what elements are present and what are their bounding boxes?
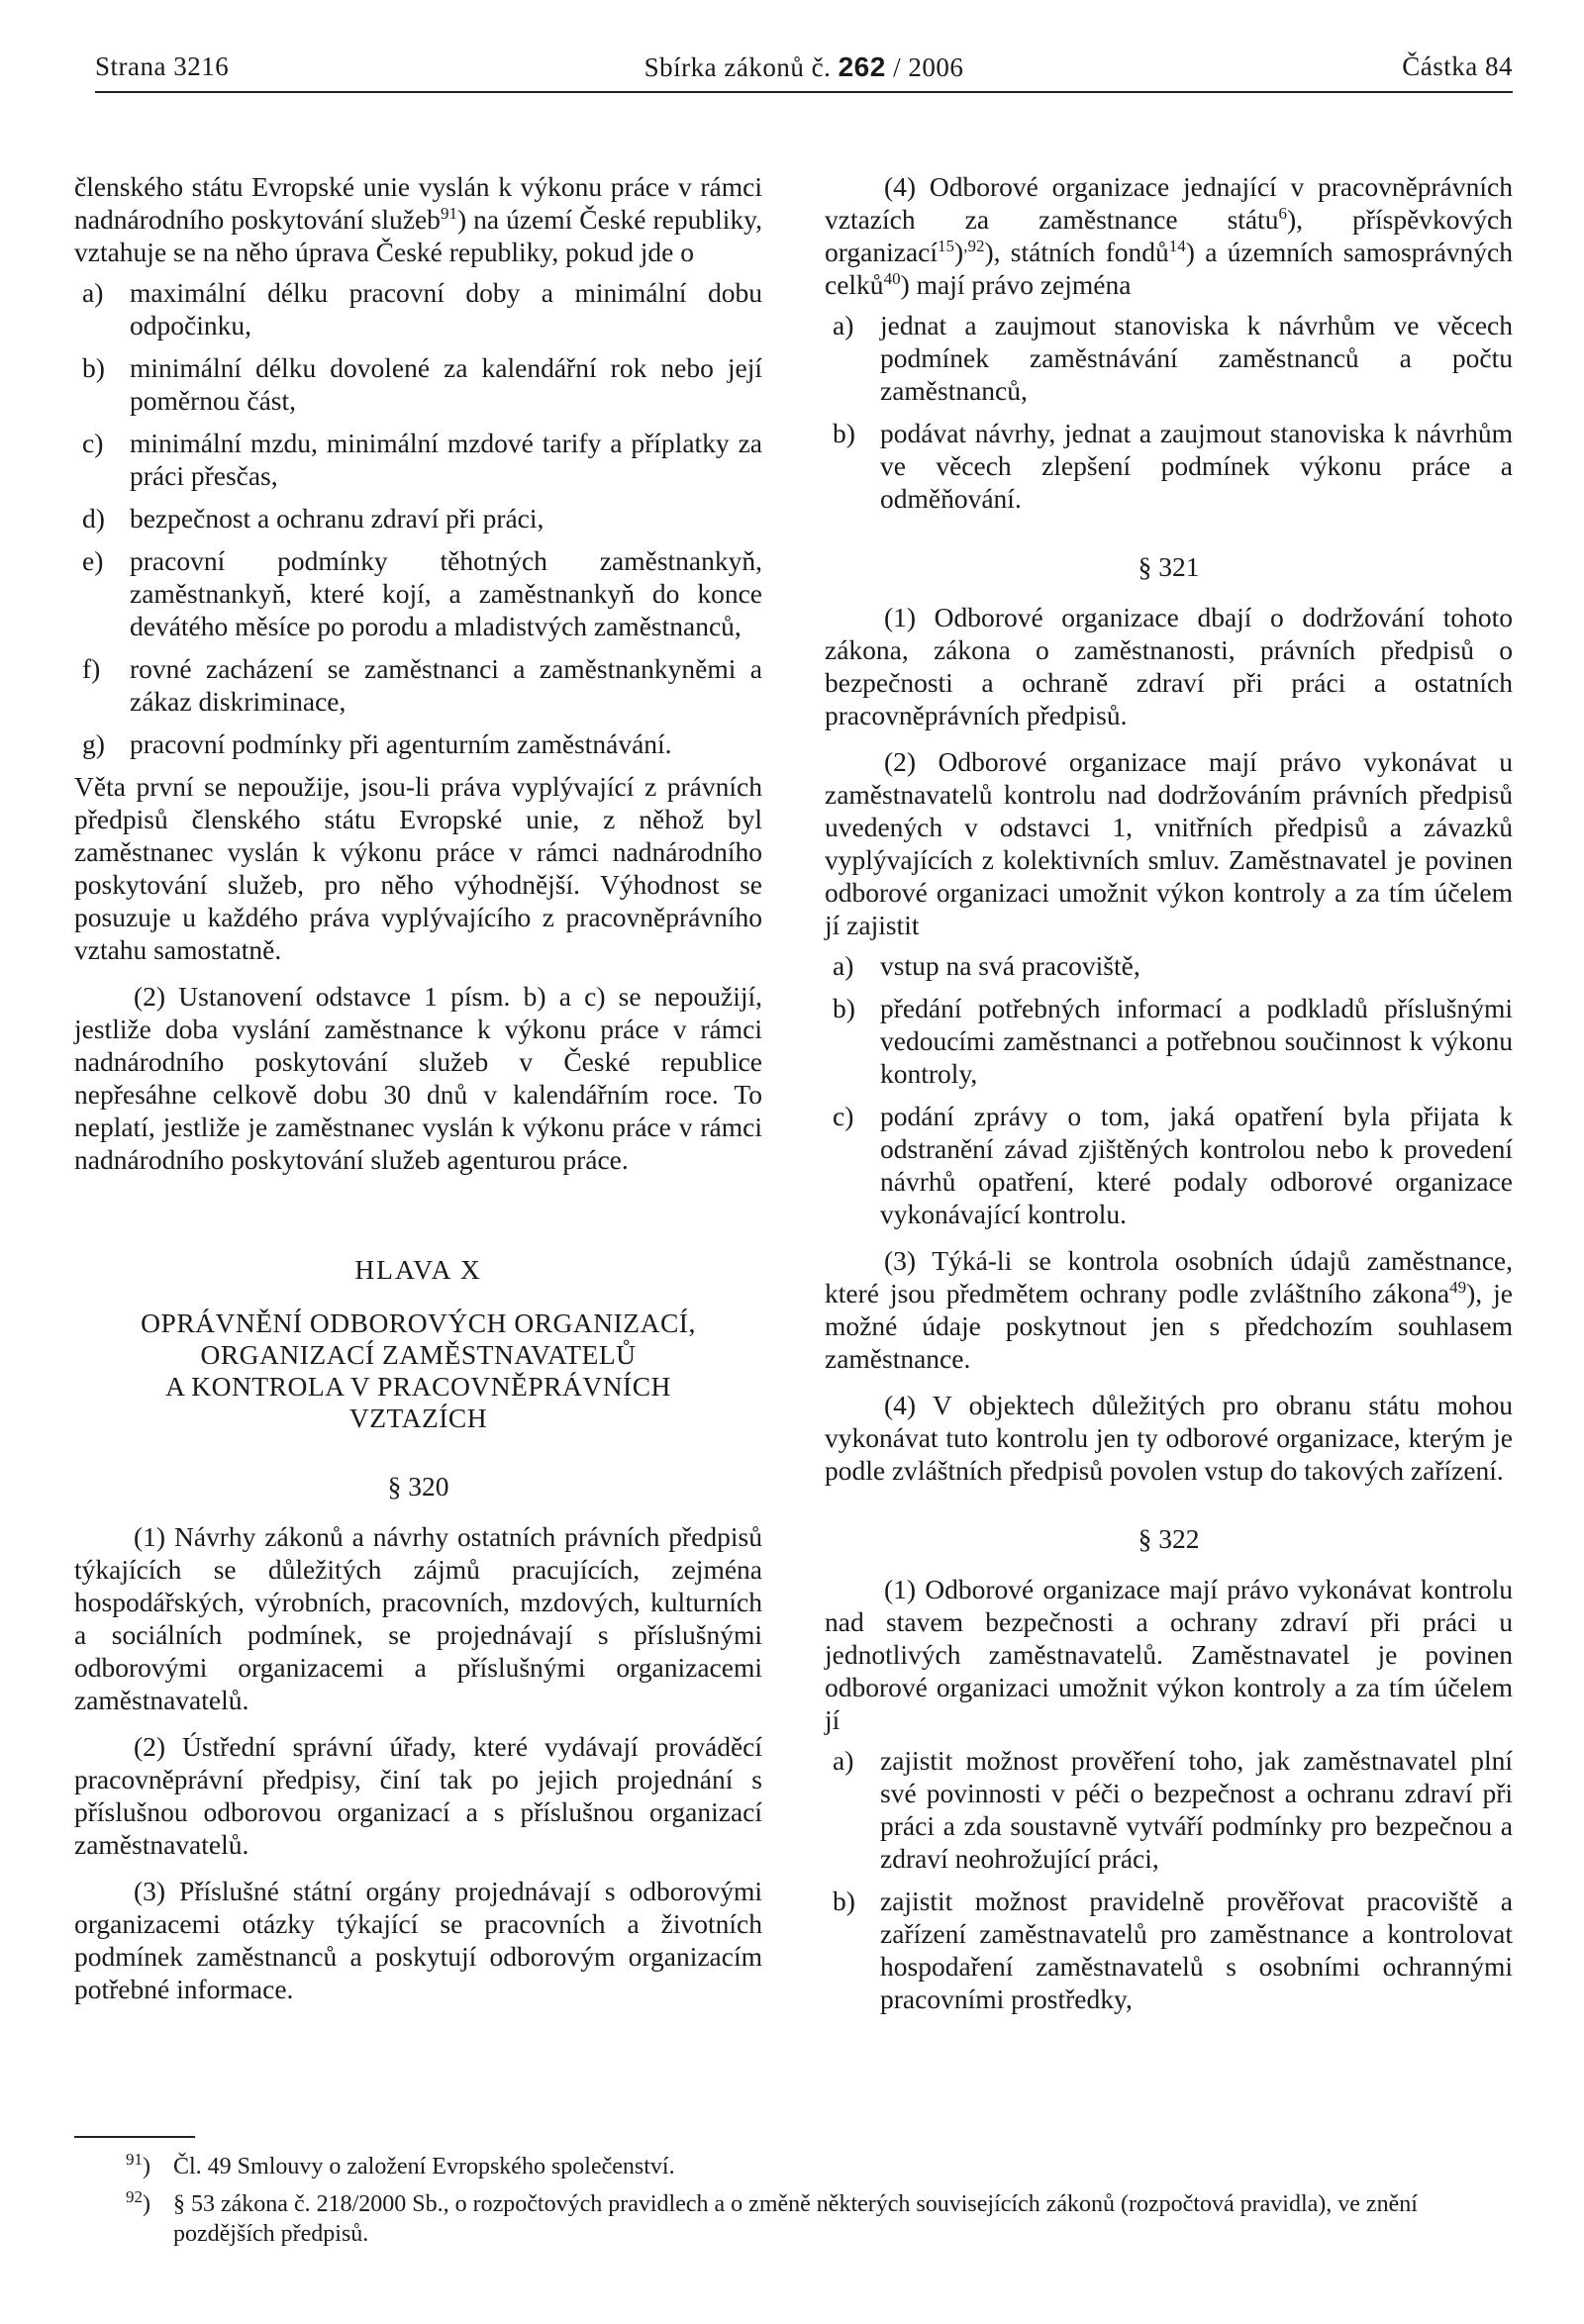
s321-paragraph-4: (4) V objektech důležitých pro obranu státu mohou vykonávat tuto kontrolu jen ty odborové organizace, kterým je podle zvláštních předpisů povolen vstup do takových zařízení. [825,1390,1513,1486]
footnote-mark: 92 [126,2187,143,2206]
footnote: $^{92}$) § 53 zákona č. 218/2000 Sb., o rozpočtových pravidlech a o změně některých souvisejících zákonů (rozpočtová pravidla), ve znění pozdějších předpisů. [126,2187,1418,2247]
paragraph-2: (2) Ustanovení odstavce 1 písm. b) a c) se nepoužijí, jestliže doba vyslání zaměstnance k výkonu práce v rámci nadnárodního poskytování služeb v České republice nepřesáhne celkově dobu 30 dnů v kalendářním roce. To neplatí, jestliže je zaměstnanec vyslán k výkonu práce v rámci nadnárodního poskytování služeb agenturou práce. [74,981,762,1175]
footnote-ref[interactable]: 49 [1449,1277,1467,1297]
s320-paragraph-2: (2) Ústřední správní úřady, které vydávají prováděcí pracovněprávní předpisy, činí tak po jejich projednání s příslušnou odborovou organizací a s příslušnou organizací zaměstnavatelů. [74,1731,762,1860]
collection-prefix: Sbírka zákonů č. [644,52,832,82]
footnote-text: § 53 zákona č. 218/2000 Sb., o rozpočtových pravidlech a o změně některých souvisejících zákonů (rozpočtová pravidla), ve znění pozdějších předpisů. [173,2191,1418,2247]
list-item: a) maximální délku pracovní doby a minimální dobu odpočinku, [82,277,762,340]
footnote: $^{91}$) Čl. 49 Smlouvy o založení Evropského společenství. [126,2150,675,2179]
list-s322 [825,1744,1513,2015]
list-s320 [825,309,1513,515]
footnote-divider [74,2136,195,2138]
intro-paragraph: členského státu Evropské unie vyslán k výkonu práce v rámci nadnárodního poskytování služeb$^{91}$) na území České republiky, vztahuje se na něho úprava České republiky, pokud jde o [74,171,762,267]
law-number: 262 [838,51,886,82]
section-heading-321: § 321 [1138,551,1200,582]
s321-paragraph-1: (1) Odborové organizace dbají o dodržování tohoto zákona, zákona o zaměstnanosti, právních předpisů o bezpečnosti a ochraně zdraví při práci a ostatních pracovněprávních předpisů. [825,602,1513,730]
s320-paragraph-4: (4) Odborové organizace jednající v pracovněprávních vztazích za zaměstnance státu$^6$), příspěvkových organizací$^{15}$)$^{,92}$), státních fondů$^{14}$) a územních samosprávných celků$^{40}$) mají právo zejména [825,171,1513,300]
footnote-mark: 91 [126,2150,143,2169]
s321-paragraph-2: (2) Odborové organizace mají právo vykonávat u zaměstnavatelů kontrolu nad dodržováním právních předpisů uvedených v odstavci 1, vnitřních předpisů a závazků vyplývajících z kolektivních smluv. Zaměstnavatel je povinen odborové organizaci umožnit výkon kontroly a za tím účelem jí zajistit [825,746,1513,940]
collection-year: / 2006 [893,52,964,82]
s320-paragraph-1: (1) Návrhy zákonů a návrhy ostatních právních předpisů týkajících se důležitých zájmů pracujících, zejména hospodářských, výrobních, pracovních, mzdových, kulturních a sociálních podmínek, se projednávají s příslušnými odborovými organizacemi a příslušnými organizacemi zaměstnavatelů. [74,1521,762,1715]
after-list-paragraph: Věta první se nepoužije, jsou-li práva vyplývající z právních předpisů členského státu Evropské unie, z něhož byl zaměstnanec vyslán k výkonu práce v rámci nadnárodního poskytování služeb, pro něho výhodnější. Výhodnost se posuzuje u každého práva vyplývajícího z pracovněprávního vztahu samostatně. [74,771,762,965]
list-item: a) jednat a zaujmout stanoviska k návrhům ve věcech podmínek zaměstnávání zaměstnanců a počtu zaměstnanců, [833,310,1513,406]
footnote-text: Čl. 49 Smlouvy o založení Evropského společenství. [173,2154,675,2179]
list-item: b) minimální délku dovolené za kalendářní rok nebo její poměrnou část, [82,352,762,416]
list-item: c) minimální mzdu, minimální mzdové tarify a příplatky za práci přesčas, [82,428,762,491]
list-item: a) zajistit možnost prověření toho, jak zaměstnavatel plní své povinnosti v péči o bezpečnost a ochranu zdraví při práci a zda soustavně vytváří podmínky pro bezpečnou a zdraví neohrožující práci, [833,1745,1513,1874]
footnote-ref[interactable]: 91 [440,203,457,223]
list-item: f) rovné zacházení se zaměstnanci a zaměstnankyněmi a zákaz diskriminace, [82,653,762,717]
list-item: b) zajistit možnost pravidelně prověřovat pracoviště a zařízení zaměstnavatelů pro zaměstnance a kontrolovat hospodaření zaměstnavatelů s osobními ochrannými pracovními prostředky, [833,1886,1513,2014]
footnote-ref[interactable]: ,92 [963,236,985,255]
chapter-title: OPRÁVNĚNÍ ODBOROVÝCH ORGANIZACÍ, ORGANIZACÍ ZAMĚSTNAVATELŮ A KONTROLA V PRACOVNĚPRÁVNÍCH VZTAZÍCH [141,1307,696,1433]
list-item: e) pracovní podmínky těhotných zaměstnankyň, zaměstnankyň, které kojí, a zaměstnankyň do konce devátého měsíce po porodu a mladistvých zaměstnanců, [82,545,762,641]
list-item: c) podání zprávy o tom, jaká opatření byla přijata k odstranění závad zjištěných kontrolou nebo k provedení návrhů opatření, které podaly odborové organizace vykonávající kontrolu. [833,1101,1513,1229]
left-column [74,170,762,2005]
list-item: b) podávat návrhy, jednat a zaujmout stanoviska k návrhům ve věcech zlepšení podmínek výkonu práce a odměňování. [833,418,1513,514]
list-item: b) předání potřebných informací a podkladů příslušnými vedoucími zaměstnanci a potřebnou součinnost k výkonu kontroly, [833,993,1513,1089]
header-divider [95,91,1513,93]
footnote-ref[interactable]: 6 [1278,203,1288,223]
footnote-ref[interactable]: 40 [883,268,901,288]
page-header [95,51,1513,93]
page-number: Strana 3216 [95,51,230,81]
list-left-a [74,276,762,760]
footnotes [74,2152,1520,2257]
section-heading-320: § 320 [387,1471,449,1501]
list-item: g) pracovní podmínky při agenturním zaměstnávání. [82,728,672,759]
footnote-ref[interactable]: 14 [1168,236,1186,255]
footnote-ref[interactable]: 15 [938,236,955,255]
list-s321 [825,949,1513,1230]
right-column [825,170,1513,2025]
list-item: a) vstup na svá pracoviště, [833,950,1140,981]
s321-paragraph-3: (3) Týká-li se kontrola osobních údajů zaměstnance, které jsou předmětem ochrany podle zvláštního zákona$^{49}$), je možné údaje poskytnout jen s předchozím souhlasem zaměstnance. [825,1245,1513,1374]
chapter-heading: HLAVA X [354,1254,482,1285]
part-number: Částka 84 [1402,51,1513,81]
collection-title [95,51,1513,83]
s320-paragraph-3: (3) Příslušné státní orgány projednávají s odborovými organizacemi otázky týkající se pracovních a životních podmínek zaměstnanců a poskytují odborovým organizacím potřebné informace. [74,1876,762,2004]
s322-paragraph-1: (1) Odborové organizace mají právo vykonávat kontrolu nad stavem bezpečnosti a ochrany zdraví při práci u jednotlivých zaměstnavatelů. Zaměstnavatel je povinen odborové organizaci umožnit výkon kontroly a za tím účelem jí [825,1574,1513,1735]
list-item: d) bezpečnost a ochranu zdraví při práci, [82,503,544,533]
section-heading-322: § 322 [1138,1523,1200,1554]
